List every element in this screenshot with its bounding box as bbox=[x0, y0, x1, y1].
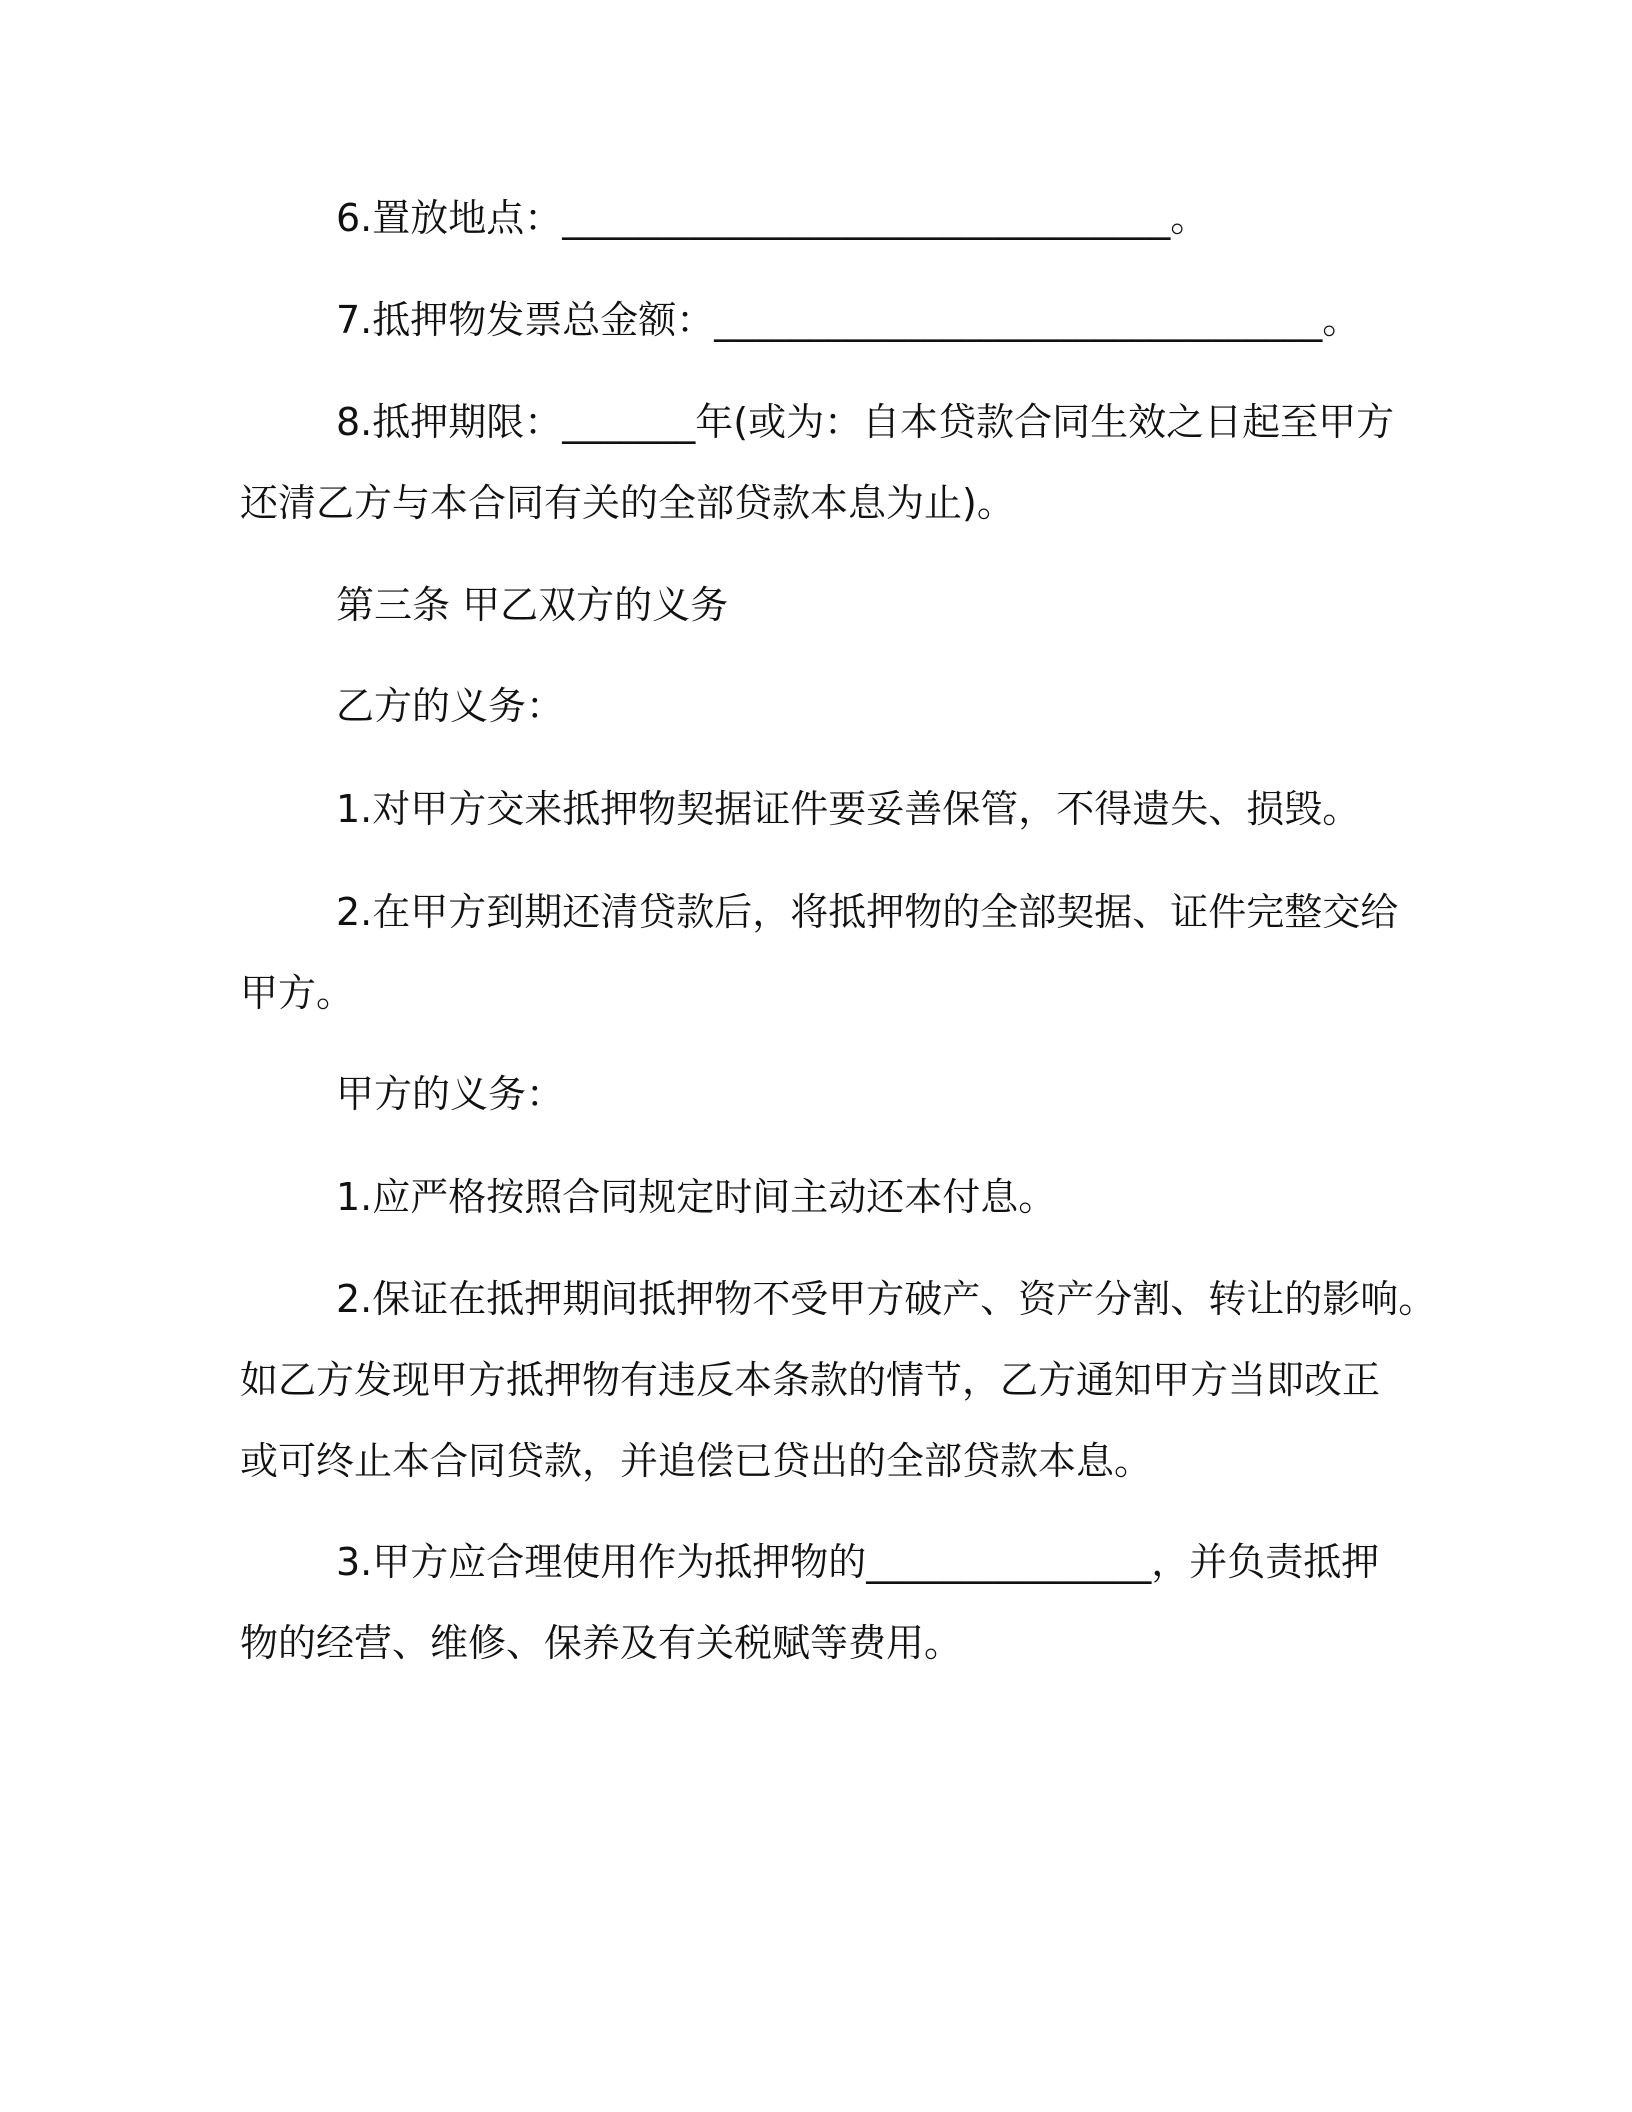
paragraph-line bbox=[240, 298, 1400, 342]
paragraph-line bbox=[240, 1439, 1400, 1483]
paragraph-mortgage-term bbox=[240, 400, 1400, 525]
heading-text: 第三条 甲乙双方的义务 bbox=[336, 583, 729, 627]
paragraph-a-obligation-1 bbox=[240, 1175, 1400, 1219]
paragraph-a-obligation-3 bbox=[240, 1540, 1400, 1665]
paragraph-line bbox=[240, 971, 1400, 1015]
paragraph-line bbox=[240, 400, 1400, 444]
paragraph-line bbox=[240, 1175, 1400, 1219]
paragraph-line bbox=[240, 684, 1400, 728]
paragraph-line bbox=[240, 1621, 1400, 1665]
paragraph-b-obligation-1 bbox=[240, 787, 1400, 831]
heading-text: 乙方的义务： bbox=[336, 684, 565, 728]
paragraph-invoice-amount bbox=[240, 298, 1400, 342]
paragraph-text: 如乙方发现甲方抵押物有违反本条款的情节，乙方通知甲方当即改正 bbox=[240, 1358, 1381, 1402]
paragraph-text: 8.抵押期限：_______年(或为：自本贷款合同生效之日起至甲方 bbox=[336, 400, 1395, 444]
paragraph-line bbox=[240, 583, 1400, 627]
paragraph-text: 2.在甲方到期还清贷款后，将抵押物的全部契据、证件完整交给 bbox=[336, 890, 1399, 934]
subheading-party-b-obligations bbox=[240, 684, 1400, 728]
paragraph-line bbox=[240, 1277, 1437, 1321]
paragraph-b-obligation-2 bbox=[240, 890, 1400, 1015]
subheading-party-a-obligations bbox=[240, 1072, 1400, 1116]
paragraph-text: 还清乙方与本合同有关的全部贷款本息为止)。 bbox=[240, 481, 1015, 525]
paragraph-line bbox=[240, 481, 1400, 525]
paragraph-line bbox=[240, 196, 1400, 240]
paragraph-line bbox=[240, 1072, 1400, 1116]
paragraph-line bbox=[240, 1540, 1400, 1584]
paragraph-line bbox=[240, 787, 1400, 831]
paragraph-text: 3.甲方应合理使用作为抵押物的_______________，并负责抵押 bbox=[336, 1540, 1380, 1584]
paragraph-text: 7.抵押物发票总金额：________________________________。 bbox=[336, 298, 1361, 342]
paragraph-text: 物的经营、维修、保养及有关税赋等费用。 bbox=[240, 1621, 963, 1665]
paragraph-text: 2.保证在抵押期间抵押物不受甲方破产、资产分割、转让的影响。 bbox=[336, 1277, 1437, 1321]
heading-text: 甲方的义务： bbox=[336, 1072, 565, 1116]
paragraph-text: 6.置放地点：________________________________。 bbox=[336, 196, 1209, 240]
section-heading-article-3 bbox=[240, 583, 1400, 627]
paragraph-line bbox=[240, 1358, 1400, 1402]
paragraph-location bbox=[240, 196, 1400, 240]
paragraph-line bbox=[240, 890, 1400, 934]
paragraph-text: 1.对甲方交来抵押物契据证件要妥善保管，不得遗失、损毁。 bbox=[336, 787, 1361, 831]
paragraph-text: 甲方。 bbox=[240, 971, 355, 1015]
paragraph-text: 或可终止本合同贷款，并追偿已贷出的全部贷款本息。 bbox=[240, 1439, 1153, 1483]
paragraph-a-obligation-2 bbox=[240, 1277, 1437, 1483]
paragraph-text: 1.应严格按照合同规定时间主动还本付息。 bbox=[336, 1175, 1057, 1219]
